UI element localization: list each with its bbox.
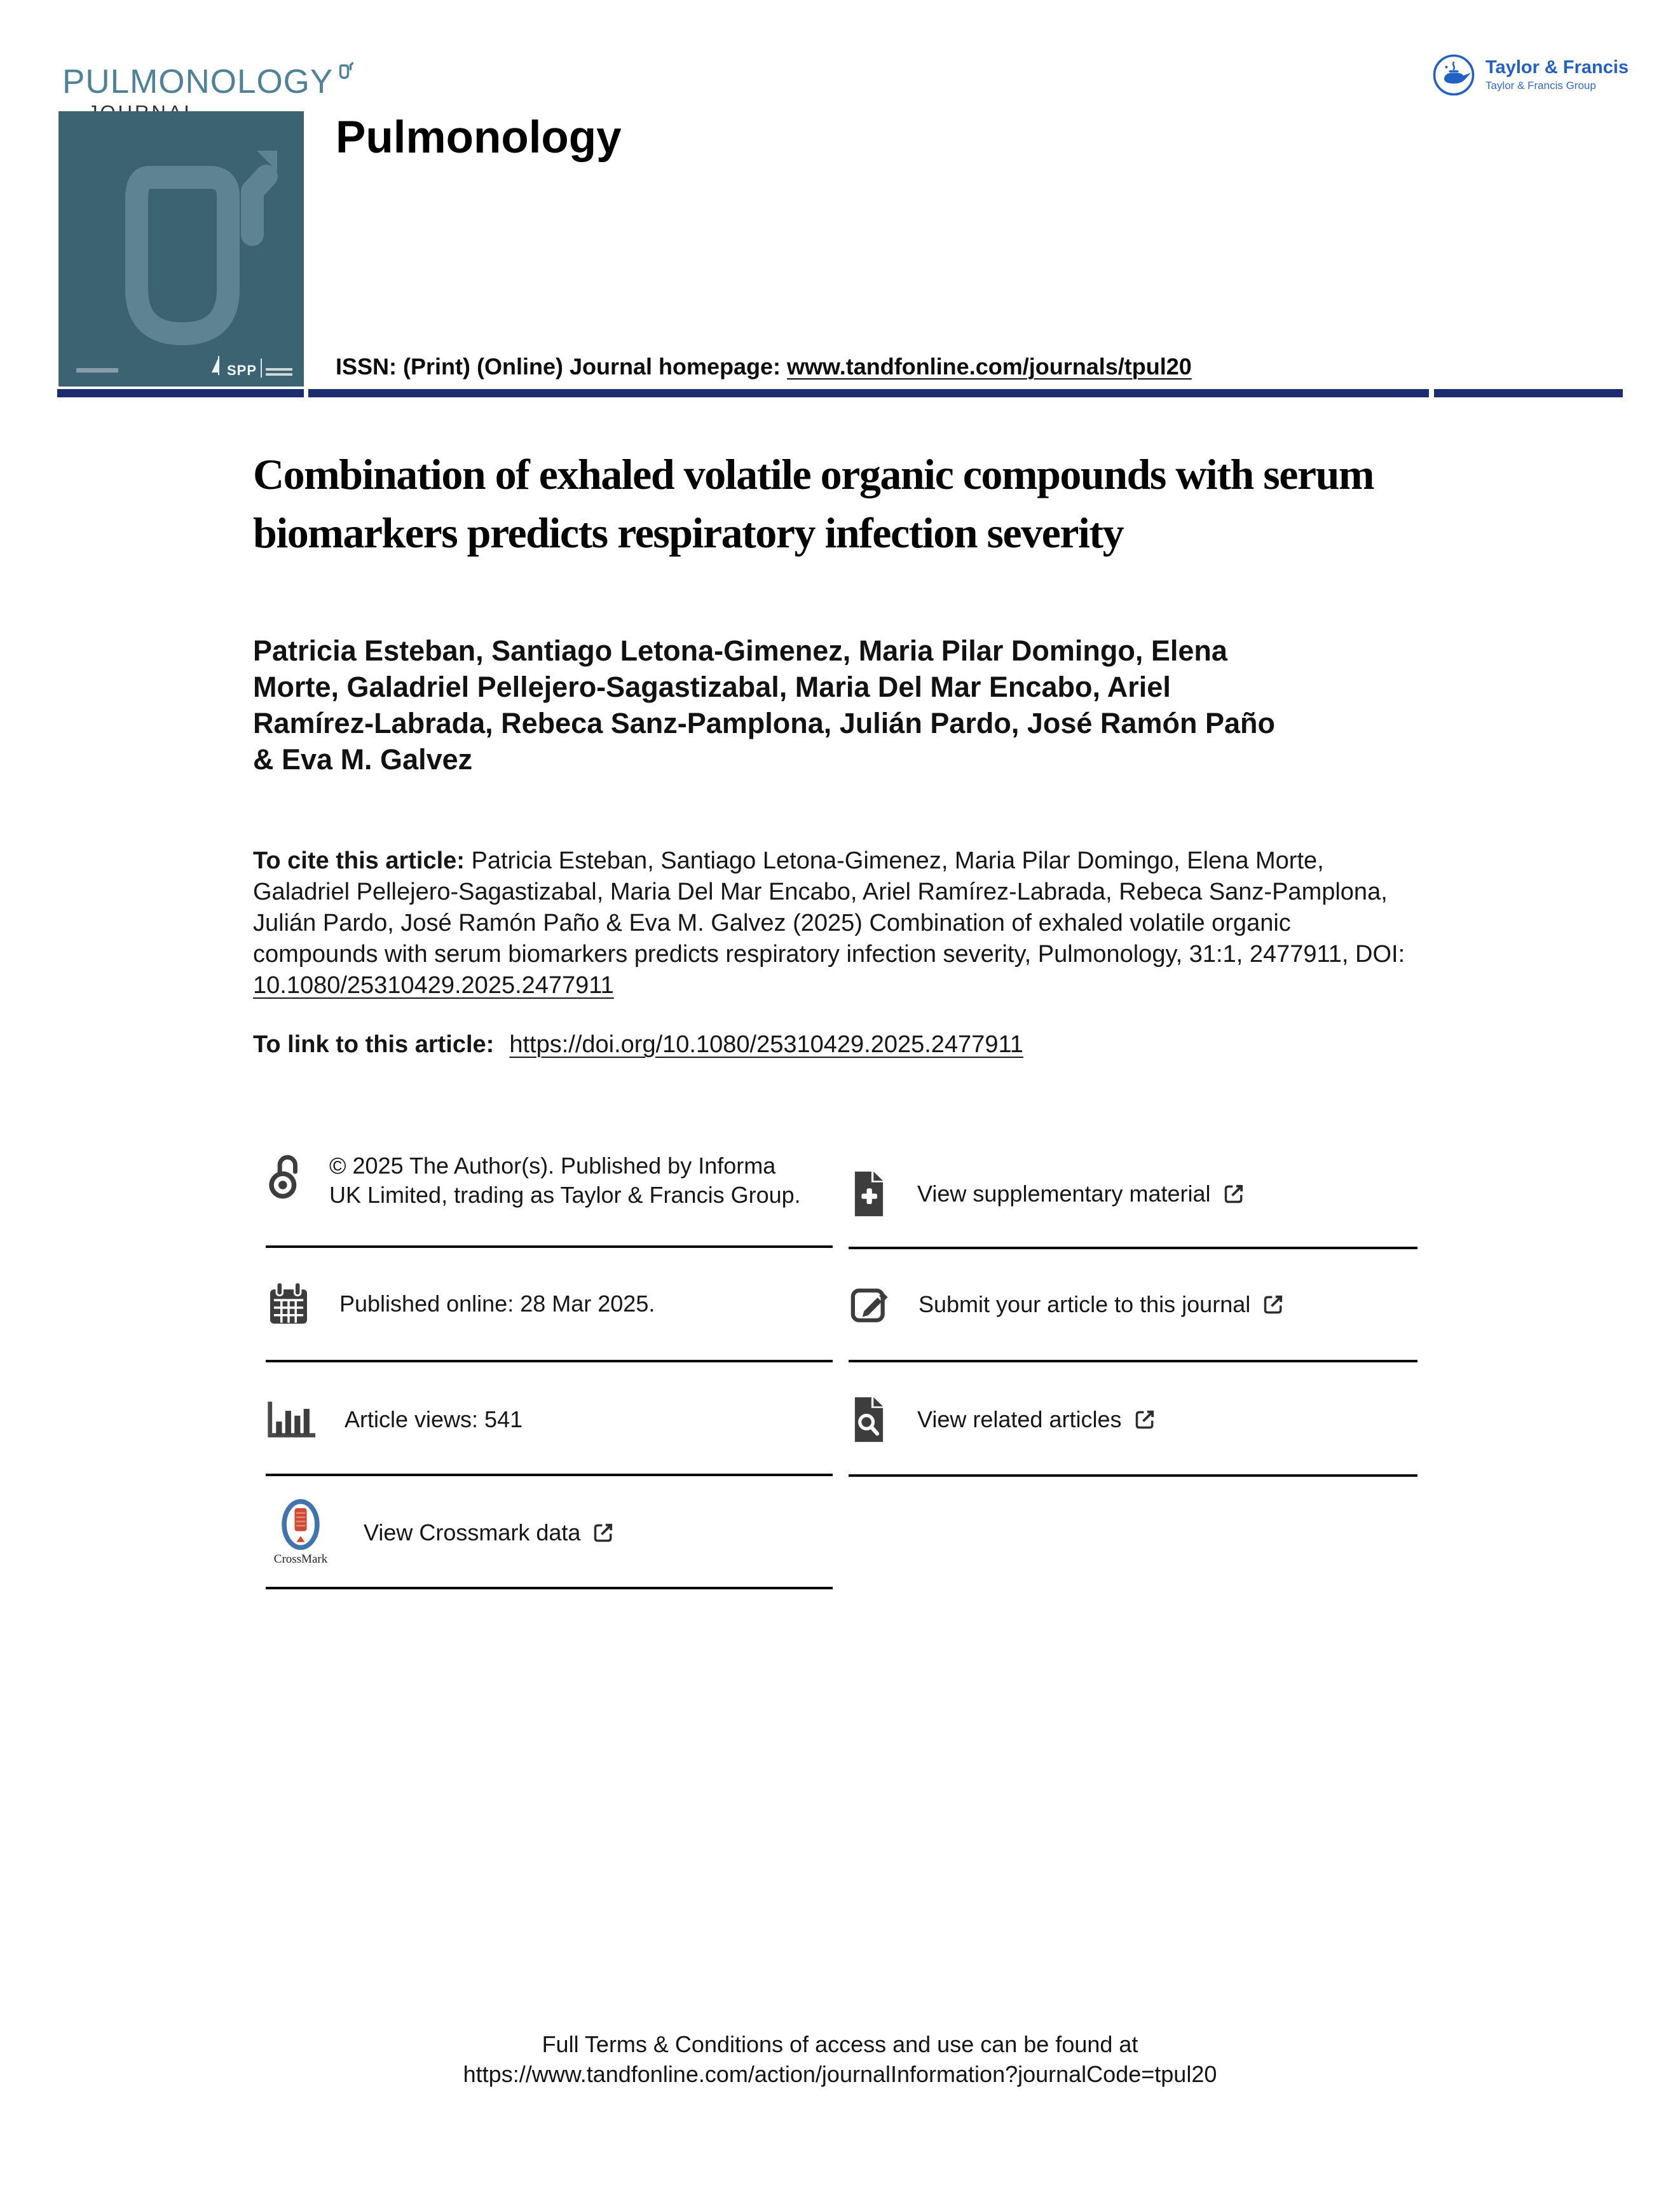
open-access-icon xyxy=(266,1151,301,1201)
issn-prefix: ISSN: (Print) (Online) Journal homepage: xyxy=(336,353,788,380)
cover-issn-smallprint xyxy=(76,368,118,373)
info-row-supplementary xyxy=(849,1141,1417,1249)
pulmonology-logo-title xyxy=(62,53,353,99)
info-row-crossmark xyxy=(266,1479,833,1589)
crossmark-icon xyxy=(281,1499,320,1550)
view-supplementary-text: View supplementary material xyxy=(917,1181,1211,1207)
footer-terms-line1: Full Terms & Conditions of access and use can be found at xyxy=(542,2031,1138,2057)
article-views-text: Article views: 541 xyxy=(345,1406,523,1432)
spp-sail-icon xyxy=(209,356,223,378)
view-related-text: View related articles xyxy=(917,1406,1122,1432)
pulmonology-logo-glyph-icon xyxy=(336,53,353,87)
spp-smallprint xyxy=(266,368,292,378)
footer-terms-link[interactable]: https://www.tandfonline.com/action/journalInformation?journalCode=tpul20 xyxy=(463,2061,1217,2087)
calendar-icon xyxy=(266,1280,311,1327)
cite-label: To cite this article: xyxy=(253,847,472,874)
taylor-francis-name: Taylor & Francis xyxy=(1485,57,1629,78)
cite-body: Patricia Esteban, Santiago Letona-Gimenez, Maria Pilar Domingo, Elena Morte, Galadriel Pellejero-Sagastizabal, Maria Del Mar Encabo, Ariel Ramírez-Labrada, Rebeca Sanz-Pamplona, Julián Pardo, José Ramón Paño & Eva M. Galvez (2025) Combination of exhaled volatile organic compounds with serum biomarkers predicts respiratory infection severity, Pulmonology, 31:1, 2477911, DOI: xyxy=(253,847,1405,968)
info-row-article-views xyxy=(266,1365,833,1476)
external-link-icon xyxy=(1260,1292,1286,1317)
published-online-text: Published online: 28 Mar 2025. xyxy=(339,1291,655,1317)
submit-article-link[interactable] xyxy=(919,1291,1286,1318)
crossmark-label: CrossMark xyxy=(273,1552,328,1566)
view-crossmark-link[interactable] xyxy=(364,1519,616,1546)
pulmonology-logo-text: PULMONOLOGY xyxy=(62,63,334,100)
info-row-related xyxy=(849,1365,1417,1477)
article-title: Combination of exhaled volatile organic compounds with serum biomarkers predicts respiratory infection severity xyxy=(253,450,1374,557)
footer-terms xyxy=(0,2029,1680,2089)
taylor-francis-lamp-icon xyxy=(1432,53,1475,97)
external-link-icon xyxy=(1221,1181,1246,1207)
footer-terms-url xyxy=(0,2059,1680,2089)
view-related-link[interactable] xyxy=(917,1406,1158,1433)
submit-article-text: Submit your article to this journal xyxy=(919,1291,1251,1317)
info-row-published xyxy=(266,1248,833,1362)
spp-divider xyxy=(261,359,262,378)
supplementary-material-icon xyxy=(849,1169,889,1219)
view-crossmark-text: View Crossmark data xyxy=(364,1519,581,1545)
info-row-copyright xyxy=(266,1141,833,1248)
doi-link-line xyxy=(253,1031,1023,1058)
copyright-text: © 2025 The Author(s). Published by Informa UK Limited, trading as Taylor & Francis Group. xyxy=(329,1153,801,1208)
journal-homepage-link[interactable]: www.tandfonline.com/journals/tpul20 xyxy=(787,353,1192,380)
issn-homepage-line xyxy=(336,353,1192,380)
taylor-francis-logo[interactable] xyxy=(1432,53,1629,97)
citation-paragraph xyxy=(253,846,1416,1001)
bar-chart-icon xyxy=(266,1400,317,1439)
spp-label: SPP xyxy=(226,362,257,378)
view-supplementary-link[interactable] xyxy=(917,1181,1246,1207)
doi-link[interactable]: https://doi.org/10.1080/25310429.2025.2477911 xyxy=(509,1031,1023,1058)
related-articles-icon xyxy=(849,1395,889,1444)
header-divider-rule xyxy=(57,389,1623,397)
crossmark-logo xyxy=(266,1499,336,1566)
submit-article-icon xyxy=(849,1284,891,1326)
external-link-icon xyxy=(591,1520,616,1545)
cover-lung-glyph-icon xyxy=(88,138,278,362)
info-row-submit xyxy=(849,1249,1417,1362)
external-link-icon xyxy=(1132,1407,1158,1432)
article-authors: Patricia Esteban, Santiago Letona-Gimenez, Maria Pilar Domingo, Elena Morte, Galadriel Pellejero-Sagastizabal, Maria Del Mar Encabo, Ariel Ramírez-Labrada, Rebeca Sanz-Pamplona, Julián Pardo, José Ramón Paño & Eva M. Galvez xyxy=(253,634,1275,776)
taylor-francis-group: Taylor & Francis Group xyxy=(1485,79,1596,92)
spp-logo xyxy=(209,356,292,378)
journal-title: Pulmonology xyxy=(336,113,622,163)
cite-doi-link[interactable]: 10.1080/25310429.2025.2477911 xyxy=(253,972,614,999)
link-label: To link to this article: xyxy=(253,1031,495,1058)
journal-cover-thumbnail xyxy=(58,111,304,387)
taylor-francis-wordmark xyxy=(1485,58,1629,93)
